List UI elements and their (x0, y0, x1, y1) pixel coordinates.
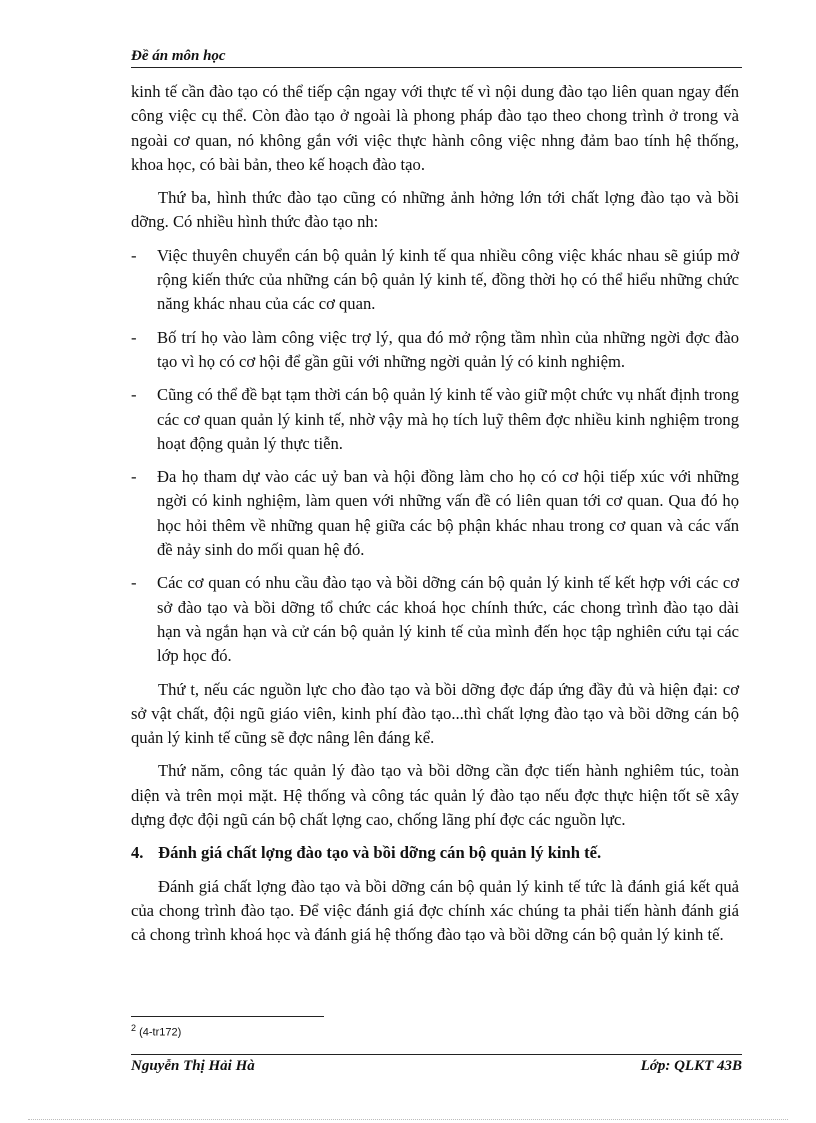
page-edge-dotted-line (28, 1119, 788, 1120)
list-item-text: Các cơ quan có nhu cầu đào tạo và bồi dỡng cán bộ quản lý kinh tế kết hợp với các cơ sở đào tạo và bồi dỡng tổ chức các khoá học chính thức, các chong trình đào tạo dài hạn và ngắn hạn và cử cán bộ quản lý kinh tế của mình đến học tập nghiên cứu tại các lớp học đó. (157, 573, 739, 666)
header-title: Đề án môn học (131, 48, 226, 64)
dash-bullet: - (131, 327, 137, 347)
list-item (131, 465, 739, 562)
paragraph: Thứ ba, hình thức đào tạo cũng có những ảnh hởng lớn tới chất lợng đào tạo và bồi dỡng. Có nhiều hình thức đào tạo nh: (131, 188, 739, 232)
list-item (131, 244, 739, 317)
list-item-text: Bố trí họ vào làm công việc trợ lý, qua đó mở rộng tầm nhìn của những ngời đợc đào tạo vì họ có cơ hội để gần gũi với những ngời quản lý có kinh nghiệm. (157, 327, 739, 371)
footer-author: Nguyễn Thị Hải Hà (131, 1058, 255, 1074)
document-body (131, 80, 739, 957)
footnote-text: (4-tr172) (139, 1026, 182, 1039)
page-header (131, 46, 742, 68)
paragraph: Thứ năm, công tác quản lý đào tạo và bồi dỡng cần đợc tiến hành nghiêm túc, toàn diện và trên mọi mặt. Hệ thống và công tác quản lý đào tạo nếu đợc thực hiện tốt sẽ xây dựng đợc đội ngũ cán bộ chất lợng cao, chống lãng phí đợc các nguồn lực. (131, 761, 739, 830)
list-item (131, 383, 739, 456)
section-heading (131, 841, 739, 865)
paragraph: Thứ t, nếu các nguồn lực cho đào tạo và bồi dỡng đợc đáp ứng đầy đủ và hiện đại: cơ sở vật chất, đội ngũ giáo viên, kinh phí đào tạo...thì chất lợng đào tạo và bồi dỡng cán bộ quản lý kinh tế cũng sẽ đợc nâng lên đáng kể. (131, 679, 739, 748)
list-item (131, 326, 739, 375)
dash-bullet: - (131, 467, 137, 487)
section-title: Đánh giá chất lợng đào tạo và bồi dỡng cán bộ quản lý kinh tế. (158, 843, 602, 863)
dash-bullet: - (131, 573, 137, 593)
list-item (131, 571, 739, 668)
paragraph: Đánh giá chất lợng đào tạo và bồi dỡng cán bộ quản lý kinh tế tức là đánh giá kết quả của chong trình đào tạo. Để việc đánh giá đợc chính xác chúng ta phải tiến hành đánh giá cả chong trình khoá học và đánh giá hệ thống đào tạo và bồi dỡng cán bộ quản lý kinh tế. (131, 876, 739, 945)
footnote-marker: 2 (131, 1023, 137, 1033)
section-number: 4. (131, 843, 144, 863)
dash-bullet: - (131, 385, 137, 405)
footer-class: Lớp: QLKT 43B (640, 1058, 742, 1074)
footnote-separator (131, 1016, 324, 1017)
list-item-text: Việc thuyên chuyển cán bộ quản lý kinh tế qua nhiều công việc khác nhau sẽ giúp mở rộng kiến thức của những cán bộ quản lý kinh tế, đồng thời họ có thể hiểu những chức năng khác nhau của các cơ quan. (157, 245, 739, 314)
list-item-text: Đa họ tham dự vào các uỷ ban và hội đồng làm cho họ có cơ hội tiếp xúc với những ngời có kinh nghiệm, làm quen với những vấn đề có liên quan tới cơ quan. Qua đó họ học hỏi thêm về những quan hệ giữa các bộ phận khác nhau trong cơ quan và các vấn đề nảy sinh do mối quan hệ đó. (157, 467, 739, 560)
list-item-text: Cũng có thể đề bạt tạm thời cán bộ quản lý kinh tế vào giữ một chức vụ nhất định trong các cơ quan quản lý kinh tế, nhờ vậy mà họ tích luỹ thêm đợc nhiều kinh nghiệm trong hoạt động quản lý thực tiễn. (157, 385, 739, 453)
footer-separator (131, 1054, 742, 1055)
footnote (131, 1023, 181, 1039)
paragraph: kinh tế cần đào tạo có thể tiếp cận ngay với thực tế vì nội dung đào tạo liên quan ngay đến công việc cụ thể. Còn đào tạo ở ngoài là phong pháp đào tạo theo chong trình ở trong và ngoài cơ quan, nó không gắn với việc thực hành công việc nhng đảm bao tính hệ thống, khoa học, có bài bản, theo kế hoạch đào tạo. (131, 82, 739, 174)
dash-bullet: - (131, 245, 137, 265)
